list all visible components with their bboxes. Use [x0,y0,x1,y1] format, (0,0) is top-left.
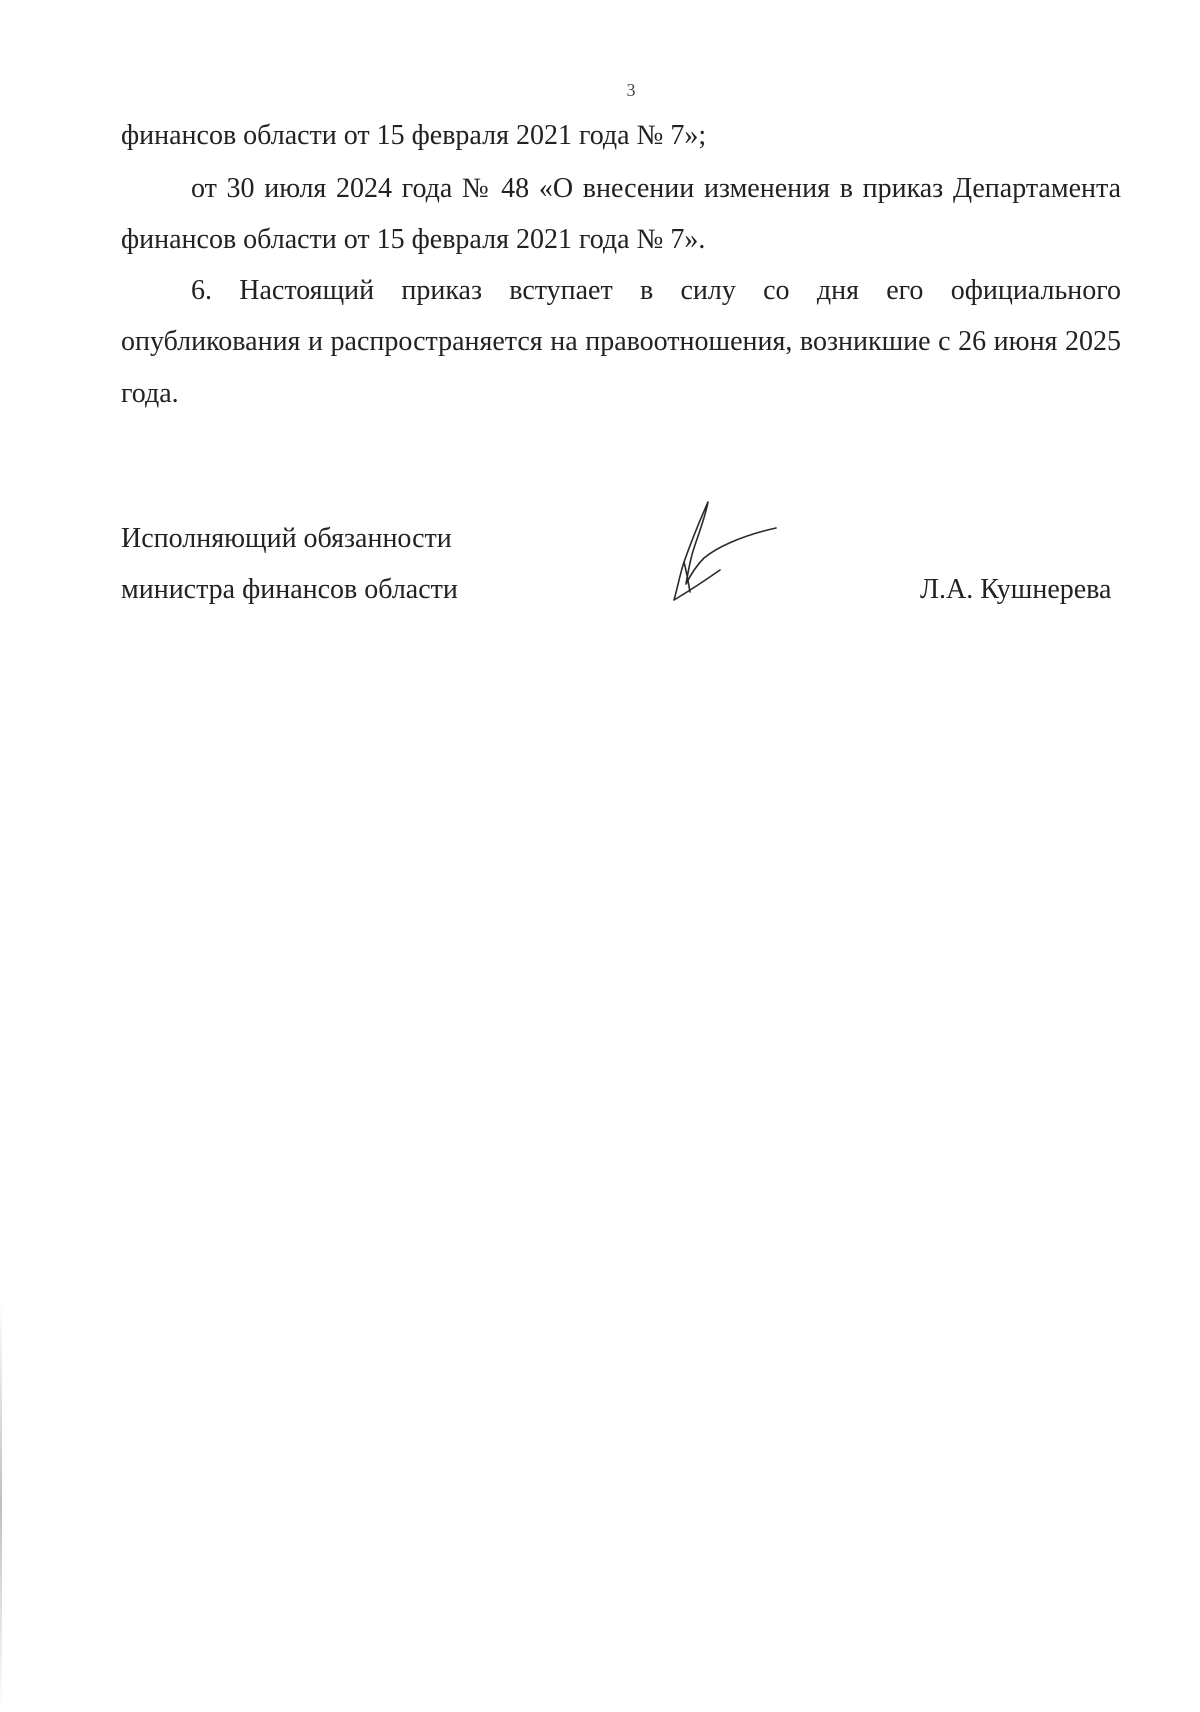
page-number: 3 [626,80,636,100]
paragraph-line: года. [121,378,179,409]
paragraph-line: опубликования и распространяется на правоотношения, возникшие с 26 июня 2025 [121,326,1121,357]
paragraph-line: финансов области от 15 февраля 2021 года № 7»; [121,120,707,151]
paragraph-line: от 30 июля 2024 года № 48 «О внесении изменения в приказ Департамента [191,173,1121,204]
paragraph-line: финансов области от 15 февраля 2021 года № 7». [121,224,706,255]
signatory-name: Л.А. Кушнерева [920,574,1112,605]
signature-icon [660,500,780,610]
signatory-title-line-2: министра финансов области [121,574,458,605]
signatory-title-line-1: Исполняющий обязанности [121,523,452,554]
paragraph-line: 6. Настоящий приказ вступает в силу со дня его официального [191,275,1121,306]
scan-edge-shadow [0,1300,2,1712]
